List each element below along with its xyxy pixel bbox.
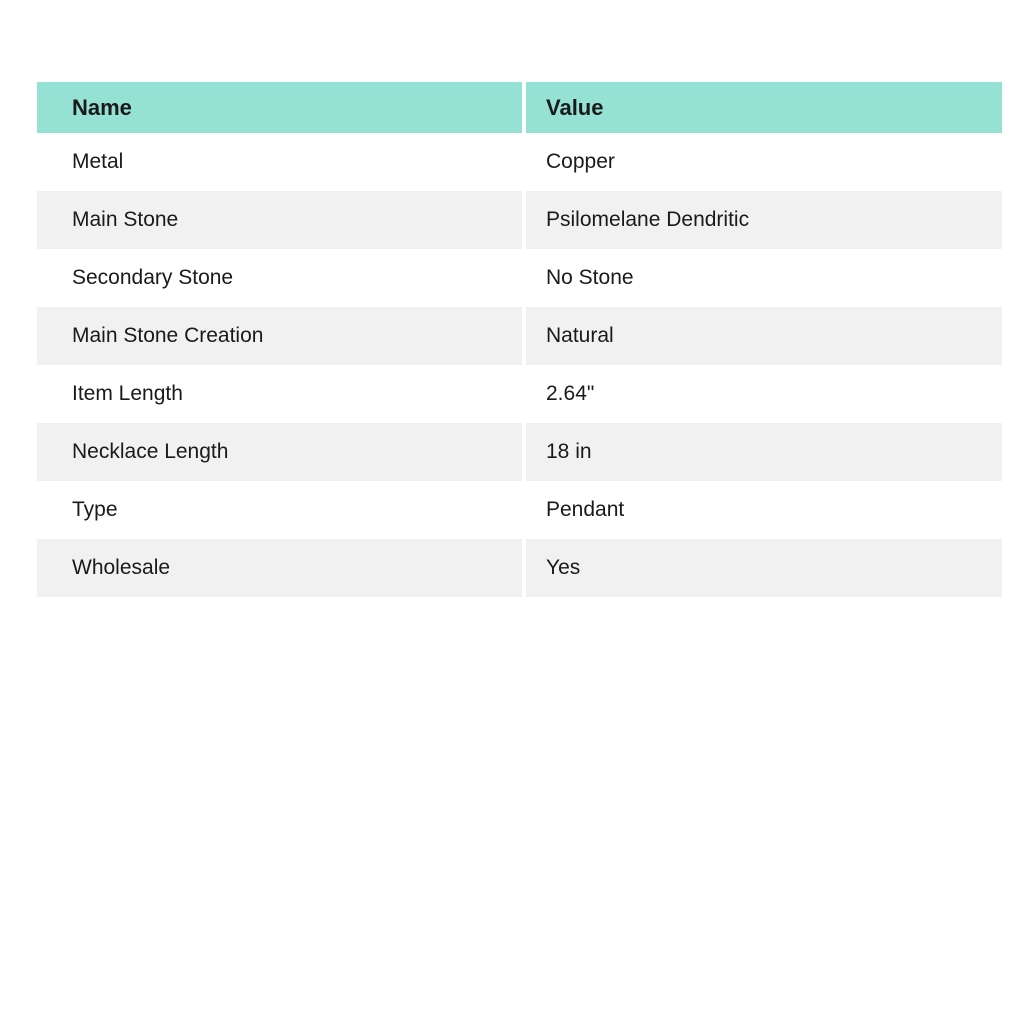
row-value-cell: Yes	[526, 539, 1002, 597]
product-details-table	[37, 82, 1002, 597]
row-value-cell: Copper	[526, 133, 1002, 191]
row-value-cell: Psilomelane Dendritic	[526, 191, 1002, 249]
row-name-cell: Type	[37, 481, 526, 539]
table-row	[37, 481, 1002, 539]
table-row	[37, 133, 1002, 191]
row-value-cell: No Stone	[526, 249, 1002, 307]
row-name-cell: Main Stone Creation	[37, 307, 526, 365]
table-row	[37, 307, 1002, 365]
row-name-cell: Item Length	[37, 365, 526, 423]
column-header-name: Name	[37, 82, 526, 133]
row-name-cell: Necklace Length	[37, 423, 526, 481]
table-row	[37, 249, 1002, 307]
table-row	[37, 365, 1002, 423]
table-row	[37, 539, 1002, 597]
table-header-row	[37, 82, 1002, 133]
row-value-cell: Pendant	[526, 481, 1002, 539]
table-row	[37, 423, 1002, 481]
column-header-value: Value	[526, 82, 1002, 133]
row-name-cell: Metal	[37, 133, 526, 191]
table-row	[37, 191, 1002, 249]
row-value-cell: 2.64"	[526, 365, 1002, 423]
row-value-cell: Natural	[526, 307, 1002, 365]
row-name-cell: Main Stone	[37, 191, 526, 249]
row-name-cell: Secondary Stone	[37, 249, 526, 307]
row-name-cell: Wholesale	[37, 539, 526, 597]
row-value-cell: 18 in	[526, 423, 1002, 481]
